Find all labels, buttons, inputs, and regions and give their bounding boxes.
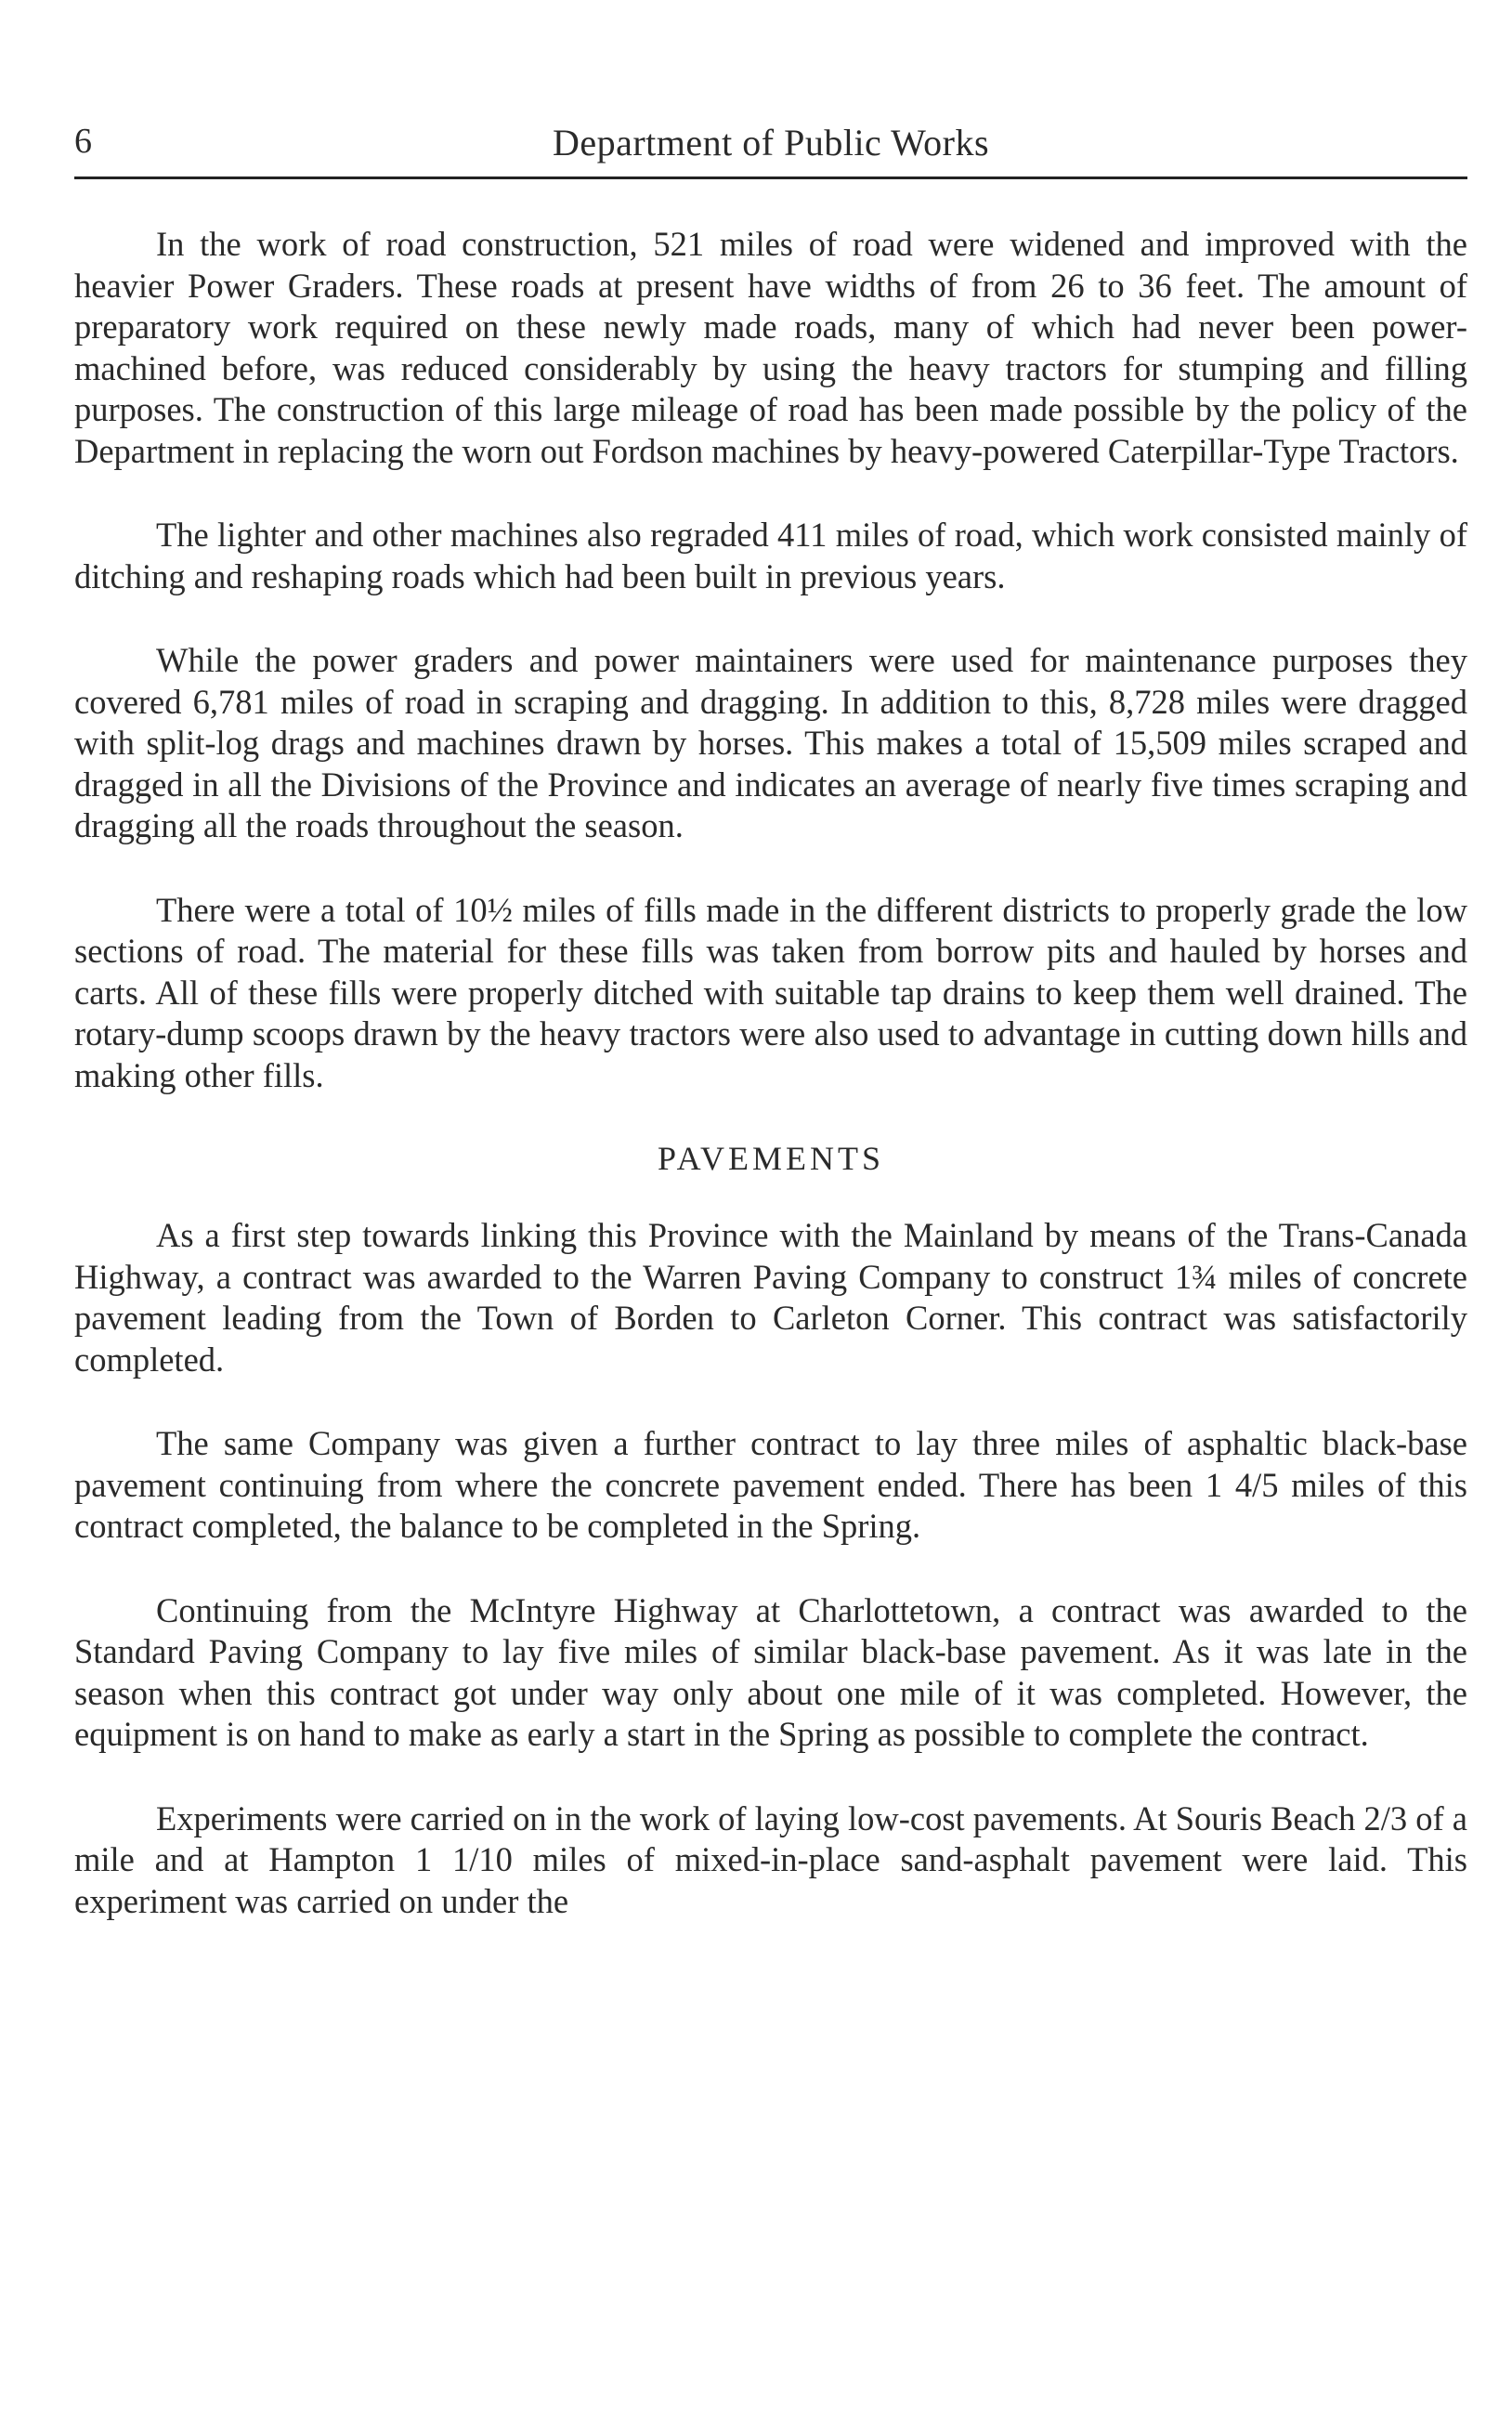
paragraph-trans-canada: As a first step towards linking this Province with the Mainland by means of the Trans-Canada Highway, a contract was awarded to the Warren Paving Company to construct 1¾ miles of concrete pavement leading from the Town of Borden to Carleton Corner. This contract was satisfactorily completed. [74,1216,1467,1379]
paragraph-road-construction: In the work of road construction, 521 miles of road were widened and improved with the heavier Power Graders. These roads at present have widths of from 26 to 36 feet. The amount of preparatory work required on these newly made roads, many of which had never been power-machined before, was reduced considerably by using the heavy tractors for stumping and filling purposes. The construction of this large mileage of road has been made possible by the policy of the Department in replacing the worn out Fordson machines by heavy-powered Caterpillar-Type Tractors. [74,225,1467,470]
paragraph-asphaltic-contract: The same Company was given a further contract to lay three miles of asphaltic black-base pavement continuing from where the concrete pavement ended. There has been 1 4/5 miles of this contract completed, the balance to be completed in the Spring. [74,1424,1467,1545]
paragraph-regrading: The lighter and other machines also regraded 411 miles of road, which work consisted mainly of ditching and reshaping roads which had been built in previous years. [74,516,1467,595]
page-body [74,224,1467,1922]
page-number: 6 [74,122,92,161]
running-title: Department of Public Works [552,122,990,163]
page-header [74,111,1467,179]
section-heading-pavements: PAVEMENTS [657,1140,885,1177]
paragraph-fills: There were a total of 10½ miles of fills made in the different districts to properly grade the low sections of road. The material for these fills was taken from borrow pits and hauled by horses and carts. All of these fills were properly ditched with suitable tap drains to keep them well drained. The rotary-dump scoops drawn by the heavy tractors were also used to advantage in cutting down hills and making other fills. [74,890,1467,1094]
document-page [74,111,1467,1965]
paragraph-mcintyre-highway: Continuing from the McIntyre Highway at Charlottetown, a contract was awarded to the Standard Paving Company to lay five miles of similar black-base pavement. As it was late in the season when this contract got under way only about one mile of it was completed. However, the equipment is on hand to make as early a start in the Spring as possible to complete the contract. [74,1590,1467,1753]
paragraph-experiments: Experiments were carried on in the work of laying low-cost pavements. At Souris Beach 2/3 of a mile and at Hampton 1 1/10 miles of mixed-in-place sand-asphalt pavement were laid. This experiment was carried on under the [74,1798,1467,1920]
paragraph-maintenance: While the power graders and power maintainers were used for maintenance purposes they covered 6,781 miles of road in scraping and dragging. In addition to this, 8,728 miles were dragged with split-log drags and machines drawn by horses. This makes a total of 15,509 miles scraped and dragged in all the Divisions of the Province and indicates an average of nearly five times scraping and dragging all the roads throughout the season. [74,641,1467,844]
